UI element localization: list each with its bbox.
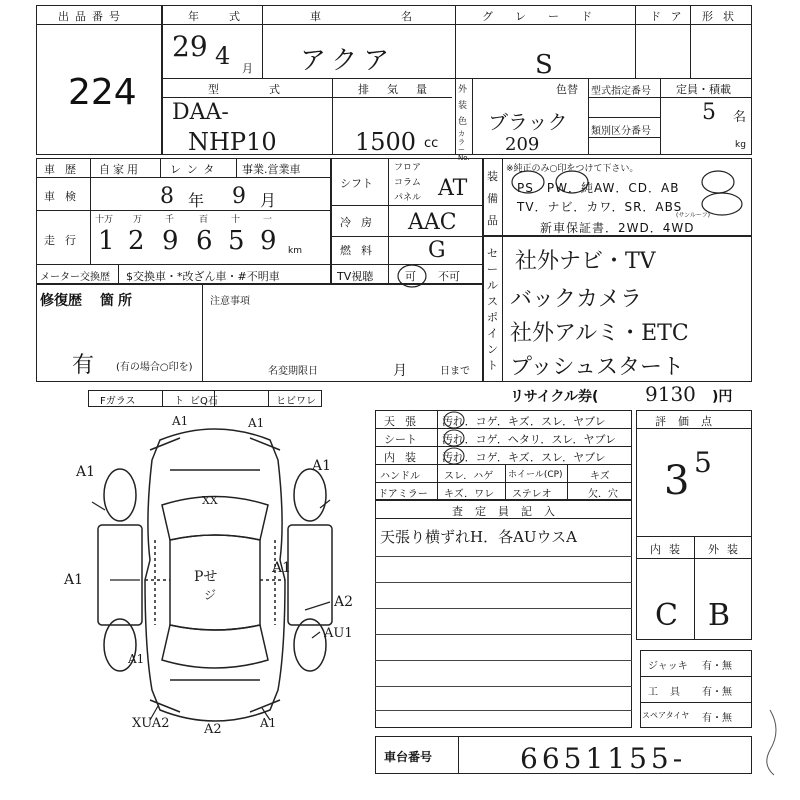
tools-jack-value: 有・無 — [702, 661, 732, 672]
inspection-year-unit: 年 — [188, 191, 205, 210]
year-label: 年式 — [188, 10, 270, 23]
equipment-note: ※純正のみ○印をつけて下さい。 — [506, 164, 639, 174]
history-label: 車歴 — [44, 163, 86, 176]
month-unit: 月 — [242, 62, 253, 75]
history-option-business[interactable]: 事業.営業車 — [242, 163, 301, 176]
capacity-kg: kg — [735, 140, 746, 150]
mark-left-mid: A1 — [64, 572, 84, 588]
recycle-unit: )円 — [712, 389, 733, 405]
ac-label: 冷房 — [340, 216, 382, 229]
inspection-month: 9 — [232, 184, 246, 209]
tools-tool-value: 有・無 — [702, 687, 732, 698]
repair-place-label: 箇所 — [100, 293, 136, 309]
tools-jack-label: ジャッキ — [648, 661, 688, 672]
condition-handle-options: スレ．ハゲ — [444, 471, 494, 482]
glass-label-to: ト — [174, 396, 184, 407]
recycle-label: リサイクル券( — [510, 389, 599, 405]
notes-deadline-label: 名変期限日 — [268, 366, 318, 377]
spec-no-label: 型式指定番号 — [591, 86, 651, 97]
mark-rear-right: A1 — [260, 716, 277, 730]
condition-circle-marks — [440, 410, 500, 466]
mileage-digits: 1 2 9 6 5 9 — [98, 226, 277, 256]
inspection-month-unit: 月 — [260, 191, 277, 210]
condition-mirror-options: キズ．ワレ — [444, 489, 495, 500]
score-exterior-value: B — [708, 598, 731, 633]
door-label: ドア — [650, 10, 692, 23]
lot-label: 出品番号 — [58, 10, 126, 23]
history-option-private[interactable]: 自家用 — [99, 163, 141, 176]
mark-roof: XX — [202, 494, 218, 507]
maker-label: 車名 — [310, 10, 492, 23]
tools-spare-label: スペアタイヤ — [642, 711, 690, 720]
equipment-row1: PS PW．純AW．CD．AB — [517, 181, 680, 195]
tv-option-yes: 可 — [405, 270, 416, 283]
color-repaint-label: 色替 — [556, 83, 578, 96]
condition-ceiling-options: 汚れ．コゲ．キズ．スレ．ヤブレ — [442, 415, 606, 428]
glass-label-fglass: Fガラス — [100, 396, 136, 407]
grade-label: グレード — [482, 10, 614, 23]
model-label: 型式 — [208, 83, 330, 96]
sales-item-3: 社外アルミ・ETC — [510, 321, 689, 346]
repair-note: (有の場合○印を) — [116, 362, 193, 373]
mark-left-rear: A1 — [128, 652, 145, 666]
score-value-sup: 5 — [694, 446, 712, 479]
condition-interior-options: 汚れ．コゲ．キズ．スレ．ヤブレ — [442, 451, 606, 464]
score-interior-value: C — [655, 598, 678, 633]
shift-pos-column: コラム — [394, 178, 421, 188]
mark-rear-glass-sub: ジ — [204, 588, 217, 602]
inspection-year: 8 — [160, 184, 174, 209]
mark-rear-left: XUA2 — [132, 716, 170, 731]
displacement-value: 1500 — [355, 128, 417, 156]
mark-rear-center: A2 — [204, 722, 222, 737]
glass-label-stone: ビQ石 — [190, 396, 218, 407]
shift-value: AT — [438, 176, 468, 201]
notes-label: 注意事項 — [210, 296, 250, 307]
condition-interior-label: 内装 — [384, 451, 426, 464]
mark-top-right: A1 — [248, 416, 265, 430]
mark-right-front: A1 — [312, 458, 332, 474]
mark-right-rear-wheel: AU1 — [324, 626, 353, 641]
equipment-row3: 新車保証書．2WD．4WD — [540, 221, 695, 235]
tv-label: TV視聴 — [337, 270, 374, 283]
capacity-label: 定員・積載 — [676, 83, 731, 96]
meter-options: $交換車・*改ざん車・#不明車 — [126, 270, 280, 283]
mark-left-front: A1 — [76, 464, 96, 480]
maker-value: アクア — [300, 46, 396, 76]
condition-wheel-options: キズ — [590, 471, 610, 482]
score-exterior-label: 外装 — [708, 543, 746, 556]
displacement-label: 排気量 — [358, 83, 445, 96]
mark-rear-glass: Pせ — [194, 569, 218, 585]
sales-item-1: 社外ナビ・TV — [515, 249, 656, 274]
equipment-sunroof-note: (サンルーフ) — [676, 212, 710, 219]
ac-value: AAC — [408, 210, 457, 235]
mileage-label: 走行 — [44, 234, 86, 247]
inspection-label: 車検 — [44, 190, 86, 203]
shift-pos-panel: パネル — [394, 193, 422, 203]
grade-value: S — [535, 50, 553, 80]
inspector-label: 査定員記入 — [452, 505, 567, 518]
glass-label-crack: ヒビワレ — [276, 396, 316, 407]
month-value: 4 — [215, 42, 231, 70]
capacity-value: 5 — [702, 100, 716, 125]
recycle-value: 9130 — [645, 382, 696, 406]
mark-right-mid: A1 — [272, 560, 292, 576]
repair-label: 修復歴 — [40, 293, 82, 309]
notes-month: 月 — [393, 363, 407, 379]
lot-number: 224 — [68, 72, 137, 113]
condition-handle-label: ハンドル — [380, 471, 420, 482]
condition-seat-label: シート — [384, 433, 417, 446]
mark-right-rear-door: A2 — [334, 594, 354, 610]
history-option-rental[interactable]: レンタ — [170, 163, 221, 176]
tools-tool-label: 工具 — [648, 687, 692, 698]
chassis-value: 6651155- — [520, 742, 687, 775]
condition-wheel-label: ホイール(CP) — [508, 470, 563, 480]
equipment-circle-marks — [508, 166, 748, 222]
condition-mirror-label: ドアミラー — [378, 489, 428, 500]
condition-ceiling-label: 天張 — [384, 415, 426, 428]
capacity-unit: 名 — [733, 110, 747, 125]
equipment-label: 装備品 — [487, 170, 498, 227]
score-value-main: 3 — [664, 458, 690, 504]
mark-top-left: A1 — [172, 414, 189, 428]
sales-label: セールスポイント — [487, 247, 498, 372]
equipment-row2: TV．ナビ．カワ．SR．ABS — [517, 200, 683, 214]
type-label: 形状 — [702, 10, 744, 23]
year-value: 29 — [172, 30, 208, 63]
notes-day: 日まで — [440, 366, 470, 377]
model-value-2: NHP10 — [188, 128, 277, 156]
condition-stereo-label: ステレオ — [512, 489, 552, 500]
tools-spare-value: 有・無 — [702, 713, 732, 724]
score-label: 評価点 — [655, 415, 724, 428]
shift-label: シフト — [340, 177, 373, 190]
condition-seat-options: 汚れ．コゲ．ヘタリ．スレ．ヤブレ — [442, 433, 617, 446]
fuel-value: G — [428, 238, 446, 263]
shift-pos-floor: フロア — [394, 163, 422, 173]
mileage-km: km — [288, 246, 302, 256]
mileage-units: 十万 万 千 百 十 一 — [95, 215, 273, 225]
score-interior-label: 内装 — [650, 543, 688, 556]
sales-item-4: プッシュスタート — [510, 355, 685, 380]
color-code-value: 209 — [505, 134, 540, 155]
condition-stereo-options: 欠．穴 — [588, 489, 618, 500]
repair-value: 有 — [72, 353, 95, 378]
fuel-label: 燃料 — [340, 244, 382, 257]
category-label: 類別区分番号 — [591, 126, 651, 137]
tv-option-no: 不可 — [438, 270, 460, 283]
color-code-label: カラーNo. — [458, 130, 470, 162]
model-value-1: DAA- — [172, 100, 229, 125]
color-value: ブラック — [488, 110, 568, 134]
sales-item-2: バックカメラ — [510, 287, 643, 312]
color-side-label: 外装色 — [458, 85, 468, 127]
displacement-unit: cc — [424, 136, 439, 151]
inspector-note: 天張り横ずれH．各AUウスA — [380, 528, 577, 546]
chassis-label: 車台番号 — [384, 750, 433, 764]
corner-mark — [762, 700, 792, 780]
meter-label: メーター交換歴 — [40, 272, 110, 283]
